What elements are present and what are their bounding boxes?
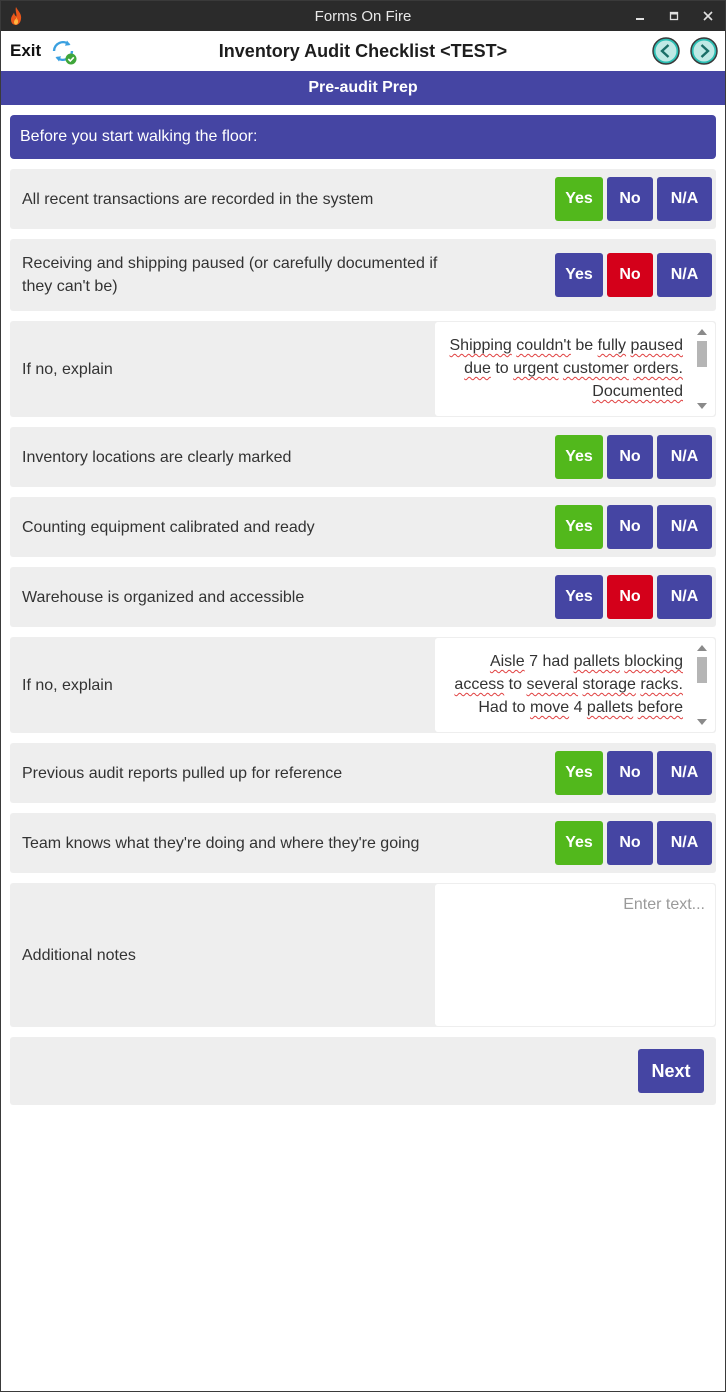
yes-button[interactable]: Yes [555,505,603,549]
scroll-up-icon[interactable] [697,645,707,651]
explanation-row [10,637,716,733]
question-row [10,813,716,873]
question-row [10,743,716,803]
na-button[interactable]: N/A [657,435,712,479]
exit-button[interactable]: Exit [10,41,42,60]
flame-icon [1,1,31,31]
yes-button[interactable]: Yes [555,821,603,865]
question-label: Inventory locations are clearly marked [22,448,292,466]
question-label: Counting equipment calibrated and ready [22,518,315,536]
next-button[interactable]: Next [638,1049,704,1093]
form-content [1,105,725,1105]
notes-placeholder: Enter text... [623,896,705,913]
question-row [10,427,716,487]
scroll-down-icon[interactable] [697,403,707,409]
maximize-icon [669,11,679,21]
yes-button[interactable]: Yes [555,751,603,795]
close-button[interactable] [691,1,725,31]
minimize-button[interactable] [623,1,657,31]
na-button[interactable]: N/A [657,575,712,619]
no-button[interactable]: No [607,177,653,221]
title-bar [1,1,725,31]
notes-textarea[interactable] [435,884,715,1026]
scroll-up-icon[interactable] [697,329,707,335]
question-label: All recent transactions are recorded in the system [22,190,374,208]
notes-label: Additional notes [22,946,136,964]
form-title: Inventory Audit Checklist <TEST> [218,40,508,61]
question-label: Previous audit reports pulled up for reference [22,764,343,782]
no-button[interactable]: No [607,505,653,549]
question-row [10,497,716,557]
sync-icon[interactable] [48,36,78,66]
no-button[interactable]: No [607,253,653,297]
yes-button[interactable]: Yes [555,575,603,619]
explanation-textarea[interactable] [435,638,715,732]
na-button[interactable]: N/A [657,821,712,865]
question-label: Team knows what they're doing and where they're going [22,834,420,852]
explanation-label: If no, explain [22,676,113,694]
explanation-label: If no, explain [22,360,113,378]
yes-button[interactable]: Yes [555,435,603,479]
next-page-arrow-button[interactable] [689,36,719,66]
no-button[interactable]: No [607,821,653,865]
na-button[interactable]: N/A [657,751,712,795]
question-row [10,239,716,311]
question-label: Receiving and shipping paused (or carefully documented if they can't be) [22,255,438,295]
scrollbar[interactable] [695,327,709,411]
window-title: Forms On Fire [314,7,412,25]
yes-button[interactable]: Yes [555,253,603,297]
yes-button[interactable]: Yes [555,177,603,221]
explanation-row [10,321,716,417]
explanation-text: Shipping couldn't be fully paused due to urgent customer orders. Documented [449,337,683,400]
scroll-thumb[interactable] [697,341,707,367]
no-button[interactable]: No [607,435,653,479]
arrow-right-icon [689,36,719,66]
notes-row [10,883,716,1027]
scrollbar[interactable] [695,643,709,727]
close-icon [703,11,713,21]
no-button[interactable]: No [607,751,653,795]
maximize-button[interactable] [657,1,691,31]
form-footer [10,1037,716,1105]
intro-heading: Before you start walking the floor: [10,115,716,159]
question-row [10,169,716,229]
section-title: Pre-audit Prep [1,71,725,105]
na-button[interactable]: N/A [657,177,712,221]
scroll-thumb[interactable] [697,657,707,683]
arrow-left-icon [651,36,681,66]
na-button[interactable]: N/A [657,505,712,549]
explanation-text: Aisle 7 had pallets blocking access to several storage racks. Had to move 4 pallets before [454,653,683,716]
question-row [10,567,716,627]
question-label: Warehouse is organized and accessible [22,588,305,606]
explanation-textarea[interactable] [435,322,715,416]
scroll-down-icon[interactable] [697,719,707,725]
minimize-icon [635,11,645,21]
previous-page-button[interactable] [651,36,681,66]
app-header [1,31,725,71]
no-button[interactable]: No [607,575,653,619]
na-button[interactable]: N/A [657,253,712,297]
